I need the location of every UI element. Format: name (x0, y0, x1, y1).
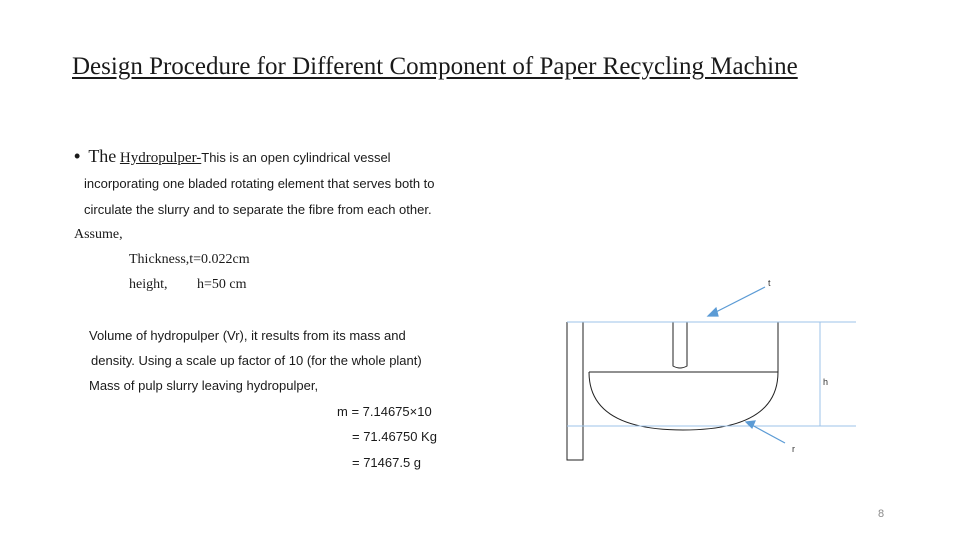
bullet-marker: • (74, 146, 81, 166)
mass-equation-3: = 71467.5 g (352, 455, 422, 470)
volume-line-1: Volume of hydropulper (Vr), it results from its mass and (89, 328, 406, 343)
radius-arrowhead (746, 421, 755, 428)
height-label: height, (129, 277, 168, 292)
label-h: h (823, 377, 829, 387)
radius-arrow (750, 424, 785, 443)
mass-equation-2: = 71.46750 Kg (352, 429, 437, 444)
label-t: t (768, 278, 771, 288)
bullet-line-3: circulate the slurry and to separate the fibre from each other. (84, 202, 432, 217)
rotor-shaft (673, 322, 687, 368)
hydropulper-term: Hydropulper- (119, 150, 202, 166)
bullet-line-2: incorporating one bladed rotating element that serves both to (84, 176, 435, 191)
height-value: h=50 cm (197, 277, 247, 292)
mass-equation-1: m = 7.14675×10 (337, 404, 432, 419)
thickness-arrowhead (708, 308, 718, 316)
bullet-line-1: This is an open cylindrical vessel (201, 150, 391, 165)
slide-title: Design Procedure for Different Component of Paper Recycling Machine (72, 53, 798, 80)
thickness-arrow (712, 287, 765, 314)
label-r: r (792, 444, 795, 454)
vessel-left-wall (567, 322, 583, 460)
volume-line-3: Mass of pulp slurry leaving hydropulper, (89, 378, 319, 393)
bullet-the: The (88, 146, 117, 166)
thickness-value: Thickness,t=0.022cm (129, 252, 250, 267)
page-number: 8 (878, 508, 885, 520)
volume-line-2: density. Using a scale up factor of 10 (for the whole plant) (91, 353, 422, 368)
assume-label: Assume, (74, 227, 123, 242)
